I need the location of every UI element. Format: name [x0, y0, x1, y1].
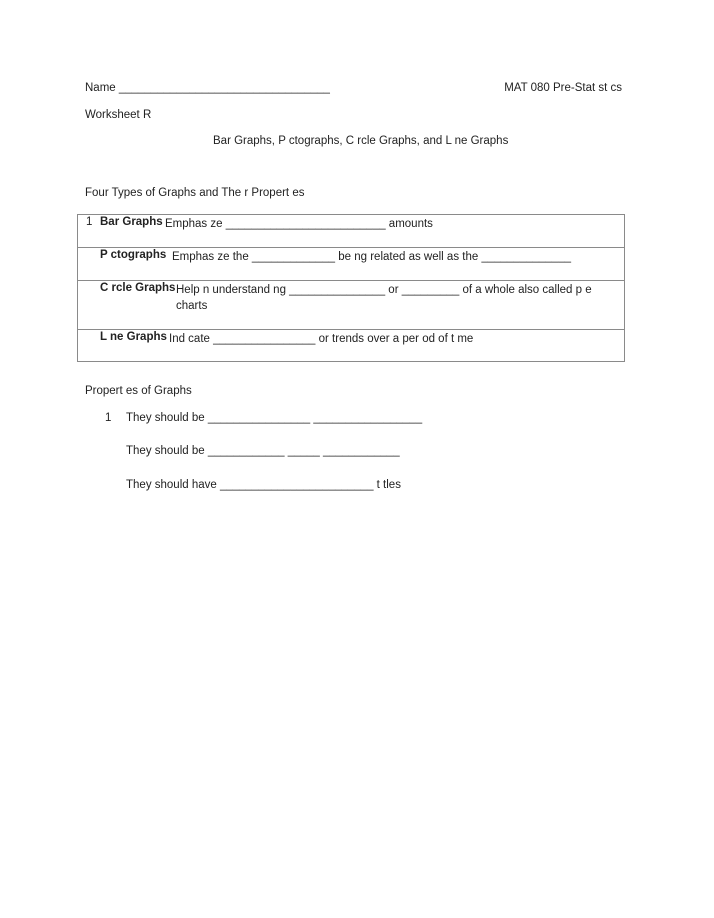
- section-heading-properties: Propert es of Graphs: [85, 385, 192, 397]
- table-row: [78, 215, 625, 248]
- list-item-text: They should be ____________ _____ ____________: [126, 445, 400, 457]
- worksheet-label: Worksheet R: [85, 109, 152, 121]
- graph-types-table: [77, 214, 625, 362]
- list-item-text: They should have ________________________ t tles: [126, 479, 401, 491]
- table-row: [78, 248, 625, 281]
- graph-type-description: Ind cate ________________ or trends over a per od of t me: [169, 333, 474, 345]
- row-number: 1: [86, 216, 93, 228]
- graph-type-description: Emphas ze _________________________ amounts: [165, 218, 433, 230]
- graph-type-term: C rcle Graphs: [100, 282, 176, 294]
- list-item-number: 1: [105, 412, 112, 424]
- graph-type-description: Help n understand ng _______________ or _________ of a whole also called p e: [176, 284, 592, 296]
- table-row: [78, 330, 625, 362]
- graph-type-description-continued: charts: [176, 300, 208, 312]
- graph-type-term: L ne Graphs: [100, 331, 167, 343]
- graph-type-term: Bar Graphs: [100, 216, 163, 228]
- graph-type-term: P ctographs: [100, 249, 167, 261]
- document-title: Bar Graphs, P ctographs, C rcle Graphs, and L ne Graphs: [213, 135, 509, 147]
- table-row: [78, 281, 625, 330]
- name-field-label: Name _________________________________: [85, 82, 330, 94]
- course-title: MAT 080 Pre-Stat st cs: [504, 82, 622, 94]
- list-item-text: They should be ________________ _________________: [126, 412, 423, 424]
- graph-type-description: Emphas ze the _____________ be ng related as well as the ______________: [172, 251, 571, 263]
- section-heading-types: Four Types of Graphs and The r Propert es: [85, 187, 305, 199]
